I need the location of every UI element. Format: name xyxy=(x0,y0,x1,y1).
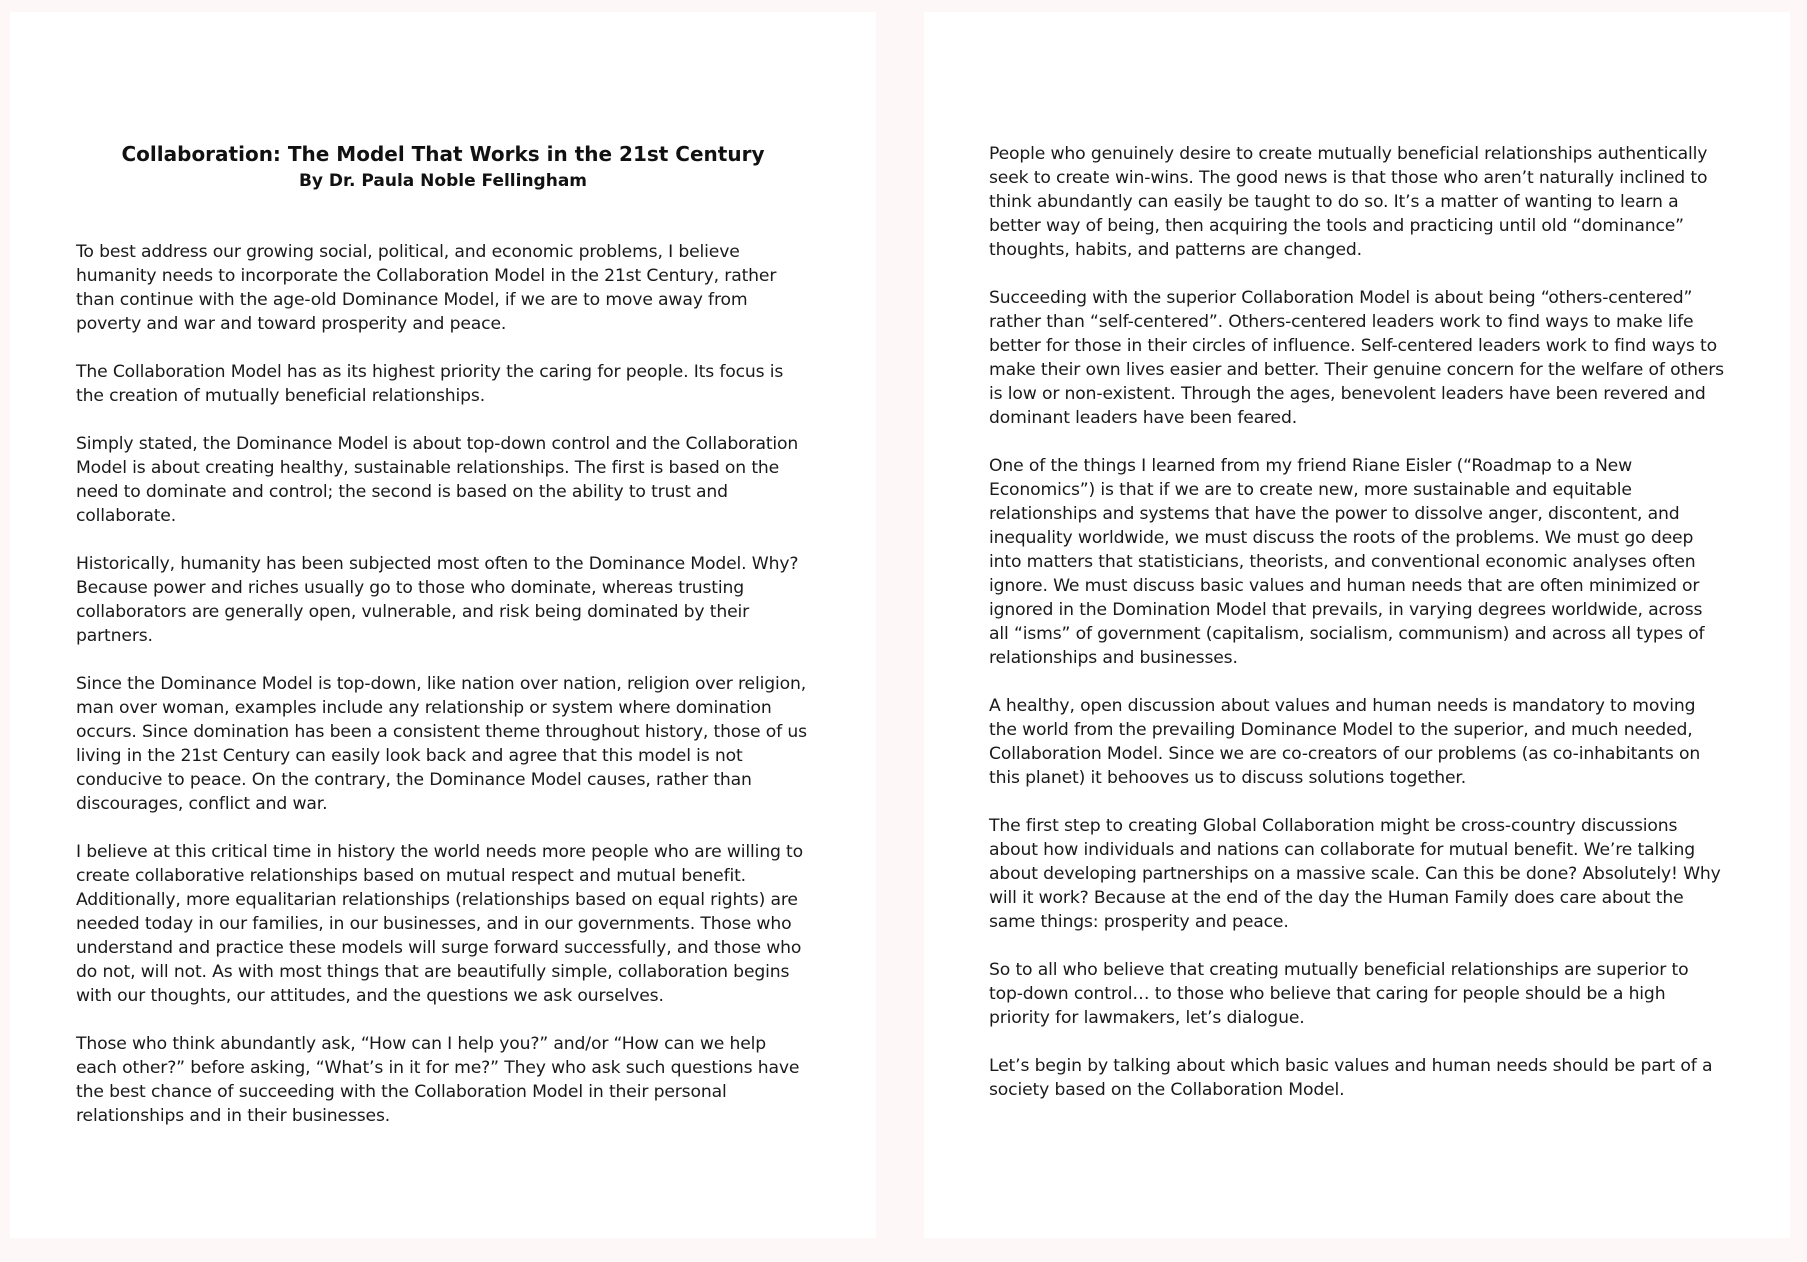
paragraph: Simply stated, the Dominance Model is about top-down control and the Collaboration Model is about creating healthy, sustainable relationships. The first is based on the need to dominate and control; the second is based on the ability to trust and collaborate. xyxy=(76,434,799,526)
paragraph: Succeeding with the superior Collaboration Model is about being “others-centered” rather than “self-centered”. Others-centered leaders work to find ways to make life better for those in their circles of influence. Self-centered leaders work to find ways to make their own lives easier and better. Their genuine concern for the welfare of others is low or non-existent. Through the ages, benevolent leaders have been revered and dominant leaders have been feared. xyxy=(989,288,1724,428)
paragraph: A healthy, open discussion about values and human needs is mandatory to moving the world from the prevailing Dominance Model to the superior, and much needed, Collaboration Model. Since we are co-creators of our problems (as co-inhabitants on this planet) it behooves us to discuss solutions together. xyxy=(989,696,1701,788)
right-page xyxy=(924,12,1790,1238)
paragraph: The Collaboration Model has as its highest priority the caring for people. Its focus is the creation of mutually beneficial relationships. xyxy=(76,362,784,406)
paragraph: So to all who believe that creating mutually beneficial relationships are superior to top-down control… to those who believe that caring for people should be a high priority for lawmakers, let’s dialogue. xyxy=(989,960,1689,1028)
paragraph: One of the things I learned from my friend Riane Eisler (“Roadmap to a New Economics”) is that if we are to create new, more sustainable and equitable relationships and systems that have the power to dissolve anger, discontent, and inequality worldwide, we must discuss the roots of the problems. We must go deep into matters that statisticians, theorists, and conventional economic analyses often ignore. We must discuss basic values and human needs that are often minimized or ignored in the Domination Model that prevails, in varying degrees worldwide, across all “isms” of government (capitalism, socialism, communism) and across all types of relationships and businesses. xyxy=(989,456,1705,668)
paragraph: Historically, humanity has been subjected most often to the Dominance Model. Why? Because power and riches usually go to those who dominate, whereas trusting collaborators are generally open, vulnerable, and risk being dominated by their partners. xyxy=(76,554,799,646)
paragraph: Since the Dominance Model is top-down, like nation over nation, religion over religion, man over woman, examples include any relationship or system where domination occurs. Since domination has been a consistent theme throughout history, those of us living in the 21st Century can easily look back and agree that this model is not conducive to peace. On the contrary, the Dominance Model causes, rather than discourages, conflict and war. xyxy=(76,674,807,814)
paragraph: Let’s begin by talking about which basic values and human needs should be part of a society based on the Collaboration Model. xyxy=(989,1056,1713,1100)
paragraph: I believe at this critical time in history the world needs more people who are willing to create collaborative relationships based on mutual respect and mutual benefit. Additionally, more equalitarian relationships (relationships based on equal rights) are needed today in our families, in our businesses, and in our governments. Those who understand and practice these models will surge forward successfully, and those who do not, will not. As with most things that are beautifully simple, collaboration begins with our thoughts, our attitudes, and the questions we ask ourselves. xyxy=(76,842,803,1006)
document-byline: By Dr. Paula Noble Fellingham xyxy=(298,171,588,191)
paragraph: Those who think abundantly ask, “How can I help you?” and/or “How can we help each other?” before asking, “What’s in it for me?” They who ask such questions have the best chance of succeeding with the Collaboration Model in their personal relationships and in their businesses. xyxy=(76,1034,800,1126)
paragraph: People who genuinely desire to create mutually beneficial relationships authentically seek to create win-wins. The good news is that those who aren’t naturally inclined to think abundantly can easily be taught to do so. It’s a matter of wanting to learn a better way of being, then acquiring the tools and practicing until old “dominance” thoughts, habits, and patterns are changed. xyxy=(989,144,1708,260)
paragraph: To best address our growing social, political, and economic problems, I believe humanity needs to incorporate the Collaboration Model in the 21st Century, rather than continue with the age-old Dominance Model, if we are to move away from poverty and war and toward prosperity and peace. xyxy=(76,242,777,334)
paragraph: The first step to creating Global Collaboration might be cross-country discussions about how individuals and nations can collaborate for mutual benefit. We’re talking about developing partnerships on a massive scale. Can this be done? Absolutely! Why will it work? Because at the end of the day the Human Family does care about the same things: prosperity and peace. xyxy=(989,816,1721,932)
document-title: Collaboration: The Model That Works in the 21st Century xyxy=(121,142,765,166)
left-page xyxy=(10,12,876,1238)
